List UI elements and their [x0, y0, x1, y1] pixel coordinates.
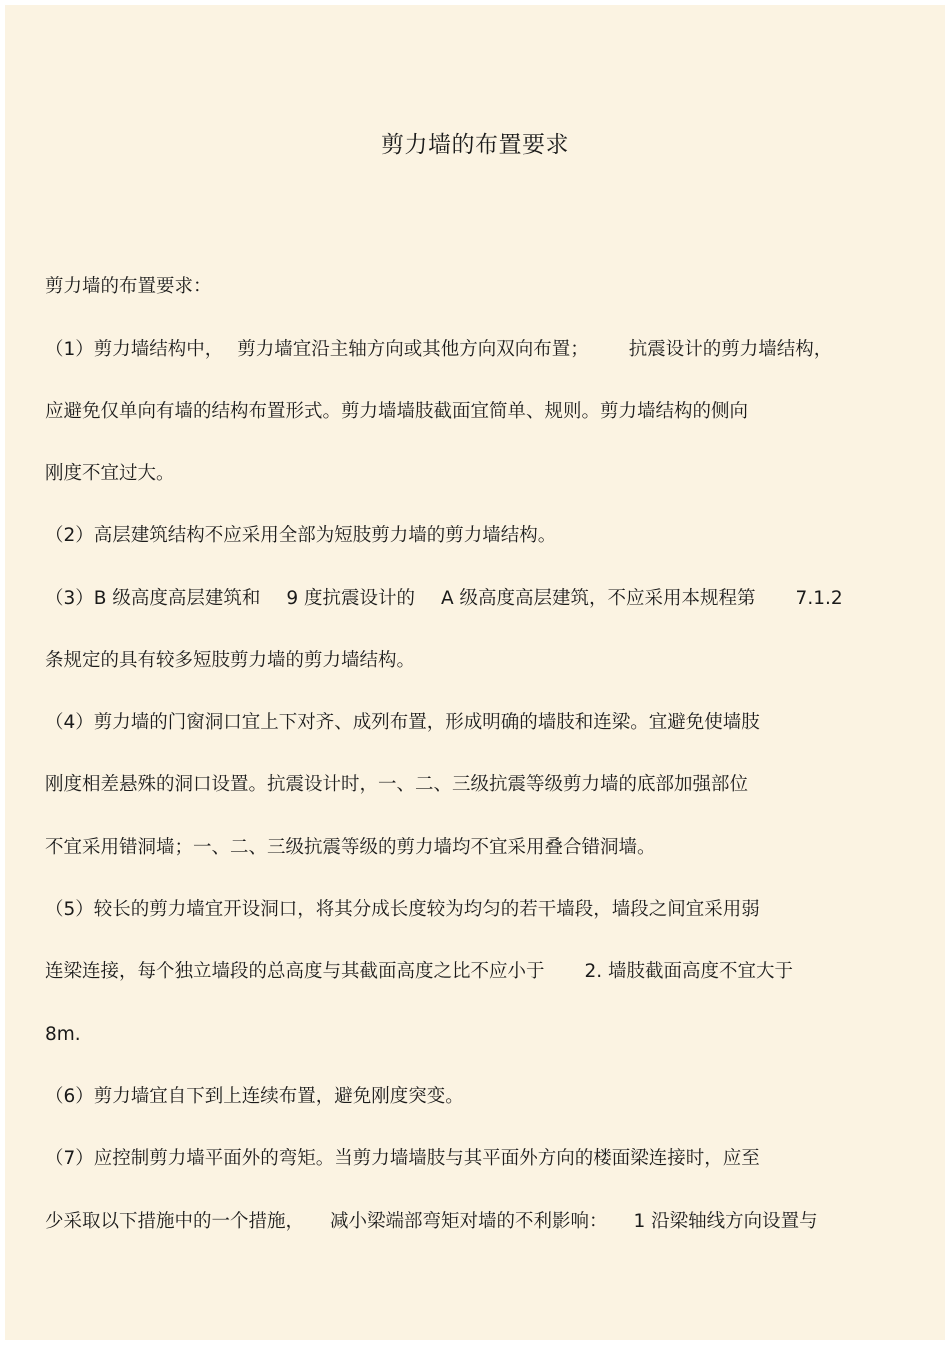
- text-segment: 抗震设计的剪力墙结构，: [628, 339, 833, 360]
- text-segment: 7.1.2: [795, 588, 843, 609]
- text-segment: （7）应控制剪力墙平面外的弯矩。当剪力墙墙肢与其平面外方向的楼面梁连接时，应至: [45, 1148, 760, 1169]
- document-title: 剪力墙的布置要求: [381, 132, 569, 158]
- text-segment: 2. 墙肢截面高度不宜大于: [584, 961, 794, 982]
- text-segment: （6）剪力墙宜自下到上连续布置，避免刚度突变。: [45, 1086, 464, 1107]
- paragraph-item-1-line-3: [45, 461, 175, 487]
- paragraph-item-1-line-1: [45, 337, 832, 363]
- text-segment: 应避免仅单向有墙的结构布置形式。剪力墙墙肢截面宜简单、规则。剪力墙结构的侧向: [45, 401, 749, 422]
- text-segment: 刚度不宜过大。: [45, 463, 175, 484]
- text-segment: 剪力墙宜沿主轴方向或其他方向双向布置；: [237, 339, 589, 360]
- paragraph-item-5-line-1: [45, 897, 760, 923]
- paragraph-item-5-line-2: [45, 959, 793, 985]
- paragraph-item-6: [45, 1084, 464, 1110]
- text-segment: 少采取以下措施中的一个措施，: [45, 1211, 305, 1232]
- paragraph-item-7-line-1: [45, 1146, 760, 1172]
- paragraph-item-4-line-3: [45, 835, 656, 861]
- paragraph-item-2: [45, 523, 556, 549]
- text-segment: （5）较长的剪力墙宜开设洞口，将其分成长度较为均匀的若干墙段，墙段之间宜采用弱: [45, 899, 760, 920]
- text-segment: 减小梁端部弯矩对墙的不利影响：: [330, 1211, 608, 1232]
- text-segment: 8m.: [45, 1024, 81, 1045]
- text-segment: （2）高层建筑结构不应采用全部为短肢剪力墙的剪力墙结构。: [45, 525, 557, 546]
- paragraph-item-5-line-3: [45, 1022, 81, 1048]
- paragraph-item-7-line-2: [45, 1209, 818, 1235]
- paragraph-intro: [45, 274, 212, 300]
- text-segment: 刚度相差悬殊的洞口设置。抗震设计时，一、二、三级抗震等级剪力墙的底部加强部位: [45, 774, 749, 795]
- text-segment: （4）剪力墙的门窗洞口宜上下对齐、成列布置，形成明确的墙肢和连梁。宜避免使墙肢: [45, 712, 760, 733]
- text-segment: 剪力墙的布置要求：: [45, 276, 212, 297]
- text-segment: 不宜采用错洞墙；一、二、三级抗震等级的剪力墙均不宜采用叠合错洞墙。: [45, 837, 656, 858]
- paragraph-item-4-line-2: [45, 772, 748, 798]
- text-segment: A 级高度高层建筑，不应采用本规程第: [441, 588, 756, 609]
- paragraph-item-4-line-1: [45, 710, 760, 736]
- paragraph-item-3-line-1: [45, 586, 843, 612]
- document-page: [5, 5, 945, 1340]
- text-segment: （1）剪力墙结构中，: [45, 339, 224, 360]
- paragraph-item-1-line-2: [45, 399, 748, 425]
- text-segment: 1 沿梁轴线方向设置与: [633, 1211, 818, 1232]
- text-segment: 9 度抗震设计的: [286, 588, 415, 609]
- text-segment: （3）B 级高度高层建筑和: [45, 588, 261, 609]
- text-segment: 连梁连接，每个独立墙段的总高度与其截面高度之比不应小于: [45, 961, 545, 982]
- text-segment: 条规定的具有较多短肢剪力墙的剪力墙结构。: [45, 650, 416, 671]
- paragraph-item-3-line-2: [45, 648, 415, 674]
